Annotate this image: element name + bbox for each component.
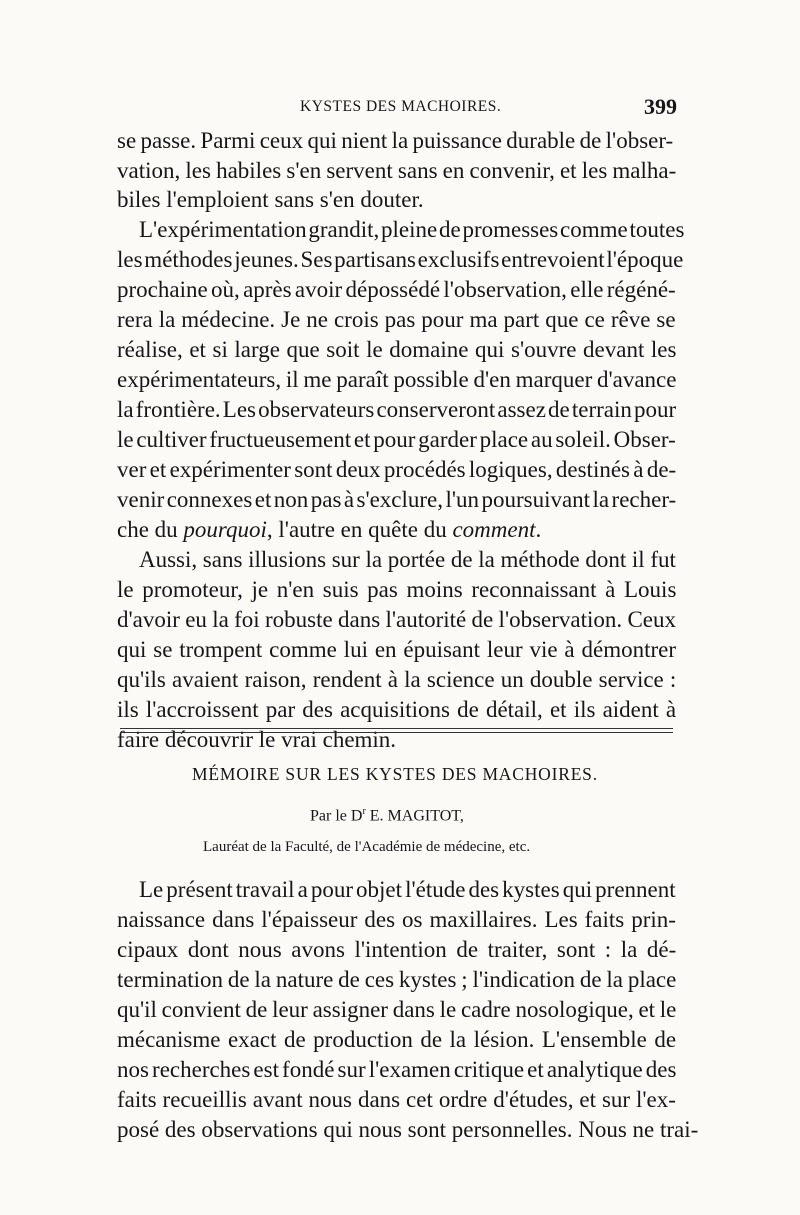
text-line: faire découvrir le vrai chemin. (117, 727, 397, 752)
text-line: cipaux dont nous avons l'intention de traiter, sont : la dé- (117, 937, 677, 962)
text-line: le cultiver fructueusement et pour garder place au soleil. Obser- (117, 427, 676, 452)
italic-word: comment (452, 517, 536, 542)
text-line: les méthodes jeunes. Ses partisans exclusifs entrevoient l'époque (117, 247, 684, 272)
text-line: le promoteur, je n'en suis pas moins reconnaissant à Louis (117, 577, 677, 602)
text-line: posé des observations qui nous sont personnelles. Nous ne trai- (117, 1117, 699, 1142)
separator-rule (120, 732, 673, 733)
text-line: faits recueillis avant nous dans cet ordre d'études, et sur l'ex- (117, 1087, 676, 1112)
text-segment: , l'autre en quête du (266, 517, 453, 542)
text-line: Le présent travail a pour objet l'étude des kystes qui prennent (139, 877, 676, 902)
text-line: rera la médecine. Je ne crois pas pour ma part que ce rêve se (117, 307, 676, 332)
text-line: termination de la nature de ces kystes ; l'indication de la place (117, 967, 677, 992)
text-line: L'expérimentation grandit, pleine de promesses comme toutes (139, 217, 685, 242)
text-line: réalise, et si large que soit le domaine qui s'ouvre devant les (117, 337, 677, 362)
text-line: naissance dans l'épaisseur des os maxillaires. Les faits prin- (117, 907, 676, 932)
separator-rule (120, 728, 673, 729)
text-line: qu'il convient de leur assigner dans le cadre nosologique, et le (117, 997, 677, 1022)
article-title: MÉMOIRE SUR LES KYSTES DES MACHOIRES. (192, 764, 598, 784)
text-line: vation, les habiles s'en servent sans en convenir, et les malha- (117, 158, 677, 183)
text-line: qui se trompent comme lui en épuisant leur vie à démontrer (117, 637, 677, 662)
text-line: d'avoir eu la foi robuste dans l'autorité de l'observation. Ceux (117, 607, 677, 632)
author-name: E. MAGITOT, (365, 807, 464, 825)
text-line: ver et expérimenter sont deux procédés logiques, destinés à de- (117, 457, 677, 482)
text-line: nos recherches est fondé sur l'examen critique et analytique des (117, 1057, 677, 1082)
italic-word: pourquoi (183, 517, 267, 542)
page-number: 399 (644, 94, 677, 119)
byline-superscript: r (362, 806, 366, 817)
text-line: mécanisme exact de production de la lésion. L'ensemble de (117, 1027, 677, 1052)
text-line: expérimentateurs, il me paraît possible d'en marquer d'avance (117, 367, 677, 392)
text-line: se passe. Parmi ceux qui nient la puissance durable de l'obser- (117, 128, 674, 153)
text-line (117, 518, 541, 541)
text-segment: che du (117, 517, 184, 542)
text-line: biles l'emploient sans s'en douter. (117, 187, 424, 212)
text-line: prochaine où, après avoir dépossédé l'observation, elle régéné- (117, 277, 676, 302)
byline-prefix: Par le D (310, 807, 363, 825)
author-credentials: Lauréat de la Faculté, de l'Académie de médecine, etc. (203, 839, 531, 855)
text-line: ils l'accroissent par des acquisitions de détail, et ils aident à (117, 697, 677, 722)
running-head: KYSTES DES MACHOIRES. (300, 98, 502, 115)
author-byline (310, 806, 464, 825)
text-line: la frontière. Les observateurs conserveront assez de terrain pour (117, 397, 677, 422)
text-line: Aussi, sans illusions sur la portée de la méthode dont il fut (139, 547, 676, 572)
text-line: venir connexes et non pas à s'exclure, l'un poursuivant la recher- (117, 487, 677, 512)
text-line: qu'ils avaient raison, rendent à la science un double service : (117, 667, 677, 692)
text-segment: . (535, 517, 542, 542)
